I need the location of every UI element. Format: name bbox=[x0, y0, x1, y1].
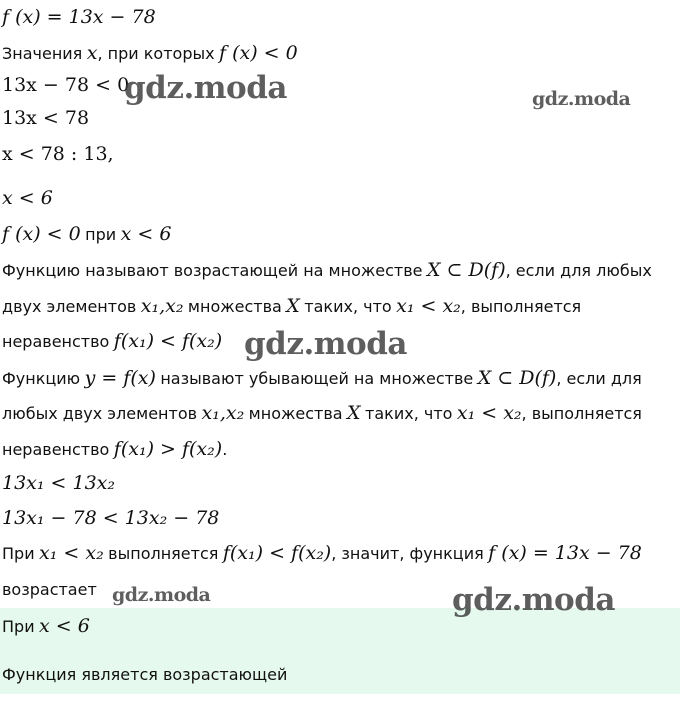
inequality-1: 13x − 78 < 0 bbox=[2, 74, 130, 96]
definition-decreasing-1: Функцию y = f(x) называют убывающей на множестве X ⊂ D(f), если для bbox=[2, 367, 642, 389]
conclusion-1: При x₁ < x₂ выполняется f(x₁) < f(x₂), значит, функция f (x) = 13x − 78 bbox=[2, 542, 642, 564]
definition-increasing-1: Функцию называют возрастающей на множестве X ⊂ D(f), если для любых bbox=[2, 259, 652, 281]
answer-line-1: При x < 6 bbox=[2, 615, 90, 637]
equation-function: f (x) = 13x − 78 bbox=[2, 6, 156, 28]
definition-increasing-3: неравенство f(x₁) < f(x₂) bbox=[2, 330, 223, 352]
watermark-logo: gdz.moda bbox=[452, 582, 615, 618]
definition-decreasing-3: неравенство f(x₁) > f(x₂). bbox=[2, 438, 228, 460]
negative-condition: f (x) < 0 при x < 6 bbox=[2, 223, 172, 245]
answer-line-2: Функция является возрастающей bbox=[2, 665, 288, 684]
inequality-result: x < 6 bbox=[2, 187, 53, 209]
watermark-logo: gdz.moda bbox=[532, 88, 631, 110]
watermark-logo: gdz.moda bbox=[124, 70, 287, 106]
step-subtract: 13x₁ − 78 < 13x₂ − 78 bbox=[2, 507, 220, 529]
inequality-3: x < 78 : 13, bbox=[2, 143, 114, 165]
watermark-logo: gdz.moda bbox=[244, 326, 407, 362]
inequality-2: 13x < 78 bbox=[2, 107, 90, 129]
conclusion-2: возрастает bbox=[2, 580, 97, 599]
watermark-logo: gdz.moda bbox=[112, 584, 211, 606]
definition-increasing-2: двух элементов x₁,x₂ множества X таких, что x₁ < x₂, выполняется bbox=[2, 295, 582, 317]
condition-line: Значения x, при которых f (x) < 0 bbox=[2, 42, 298, 64]
definition-decreasing-2: любых двух элементов x₁,x₂ множества X таких, что x₁ < x₂, выполняется bbox=[2, 402, 642, 424]
step-multiply: 13x₁ < 13x₂ bbox=[2, 472, 116, 494]
